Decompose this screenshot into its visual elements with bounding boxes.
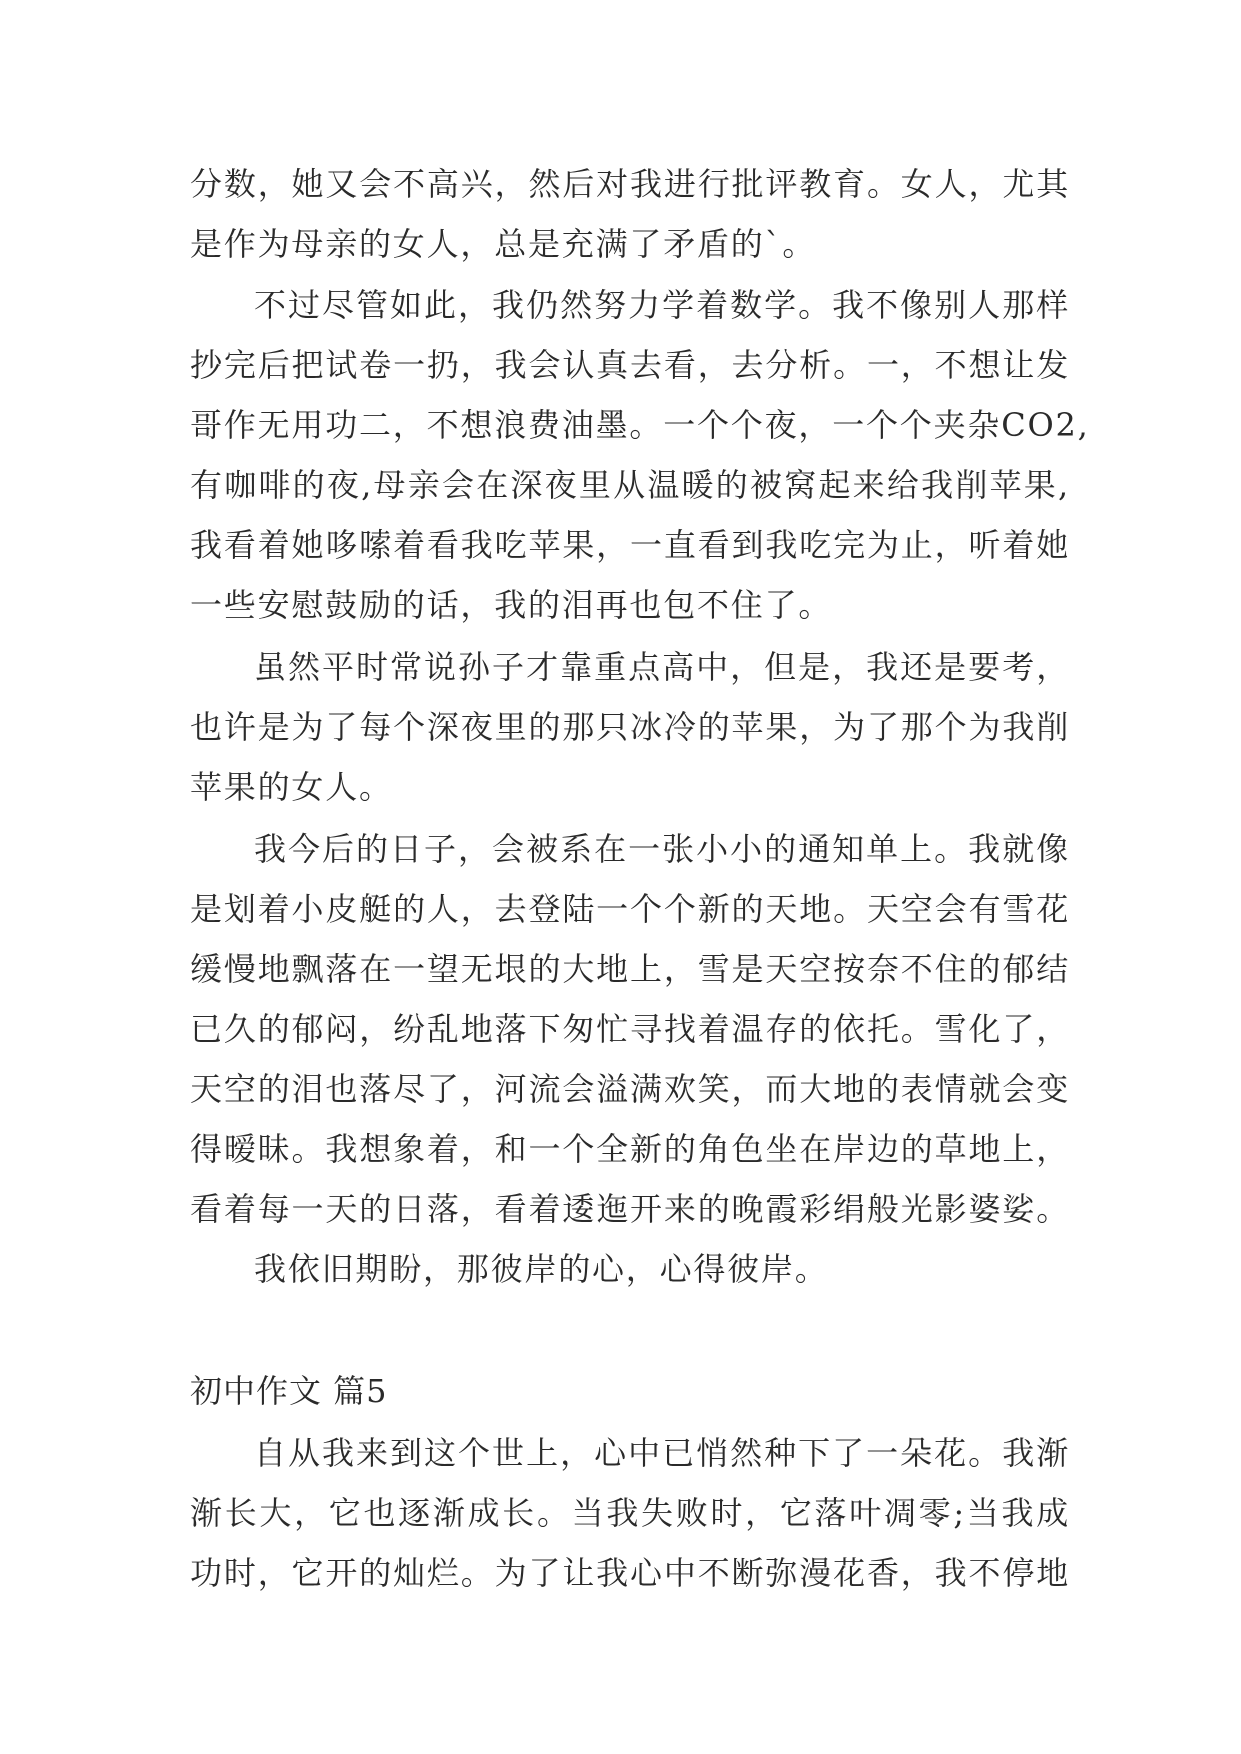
text-line: 哥作无用功二，不想浪费油墨。一个个夜，一个个夹杂CO2, [190,406,1090,444]
text-line: 自从我来到这个世上，心中已悄然种下了一朵花。我渐 [254,1434,1070,1472]
text-line: 苹果的女人。 [190,768,393,806]
text-line: 天空的泪也落尽了，河流会溢满欢笑，而大地的表情就会变 [190,1070,1070,1108]
text-line: 渐长大，它也逐渐成长。当我失败时，它落叶凋零;当我成 [190,1494,1070,1532]
text-line: 得暧昧。我想象着，和一个全新的角色坐在岸边的草地上， [190,1130,1070,1168]
text-line: 有咖啡的夜,母亲会在深夜里从温暖的被窝起来给我削苹果, [190,466,1070,504]
text-line: 是划着小皮艇的人，去登陆一个个新的天地。天空会有雪花 [190,890,1070,928]
text-line: 一些安慰鼓励的话，我的泪再也包不住了。 [190,586,833,624]
text-line: 分数，她又会不高兴，然后对我进行批评教育。女人，尤其 [190,165,1070,203]
text-line: 也许是为了每个深夜里的那只冰冷的苹果，为了那个为我削 [190,708,1070,746]
text-line: 看着每一天的日落，看着逶迤开来的晚霞彩绢般光影婆娑。 [190,1190,1070,1228]
text-line: 功时，它开的灿烂。为了让我心中不断弥漫花香，我不停地 [190,1554,1070,1592]
text-line: 已久的郁闷，纷乱地落下匆忙寻找着温存的依托。雪化了， [190,1010,1070,1048]
text-line: 我依旧期盼，那彼岸的心，心得彼岸。 [254,1250,829,1288]
text-line: 抄完后把试卷一扔，我会认真去看，去分析。一，不想让发 [190,346,1070,384]
text-line: 不过尽管如此，我仍然努力学着数学。我不像别人那样 [254,286,1070,324]
text-line: 我今后的日子，会被系在一张小小的通知单上。我就像 [254,830,1070,868]
section-heading: 初中作文 篇5 [190,1372,388,1410]
text-line: 我看着她哆嗦着看我吃苹果，一直看到我吃完为止，听着她 [190,526,1070,564]
text-line: 缓慢地飘落在一望无垠的大地上，雪是天空按奈不住的郁结 [190,950,1070,988]
text-line: 虽然平时常说孙子才靠重点高中，但是，我还是要考， [254,648,1070,686]
text-line: 是作为母亲的女人，总是充满了矛盾的`。 [190,225,817,263]
